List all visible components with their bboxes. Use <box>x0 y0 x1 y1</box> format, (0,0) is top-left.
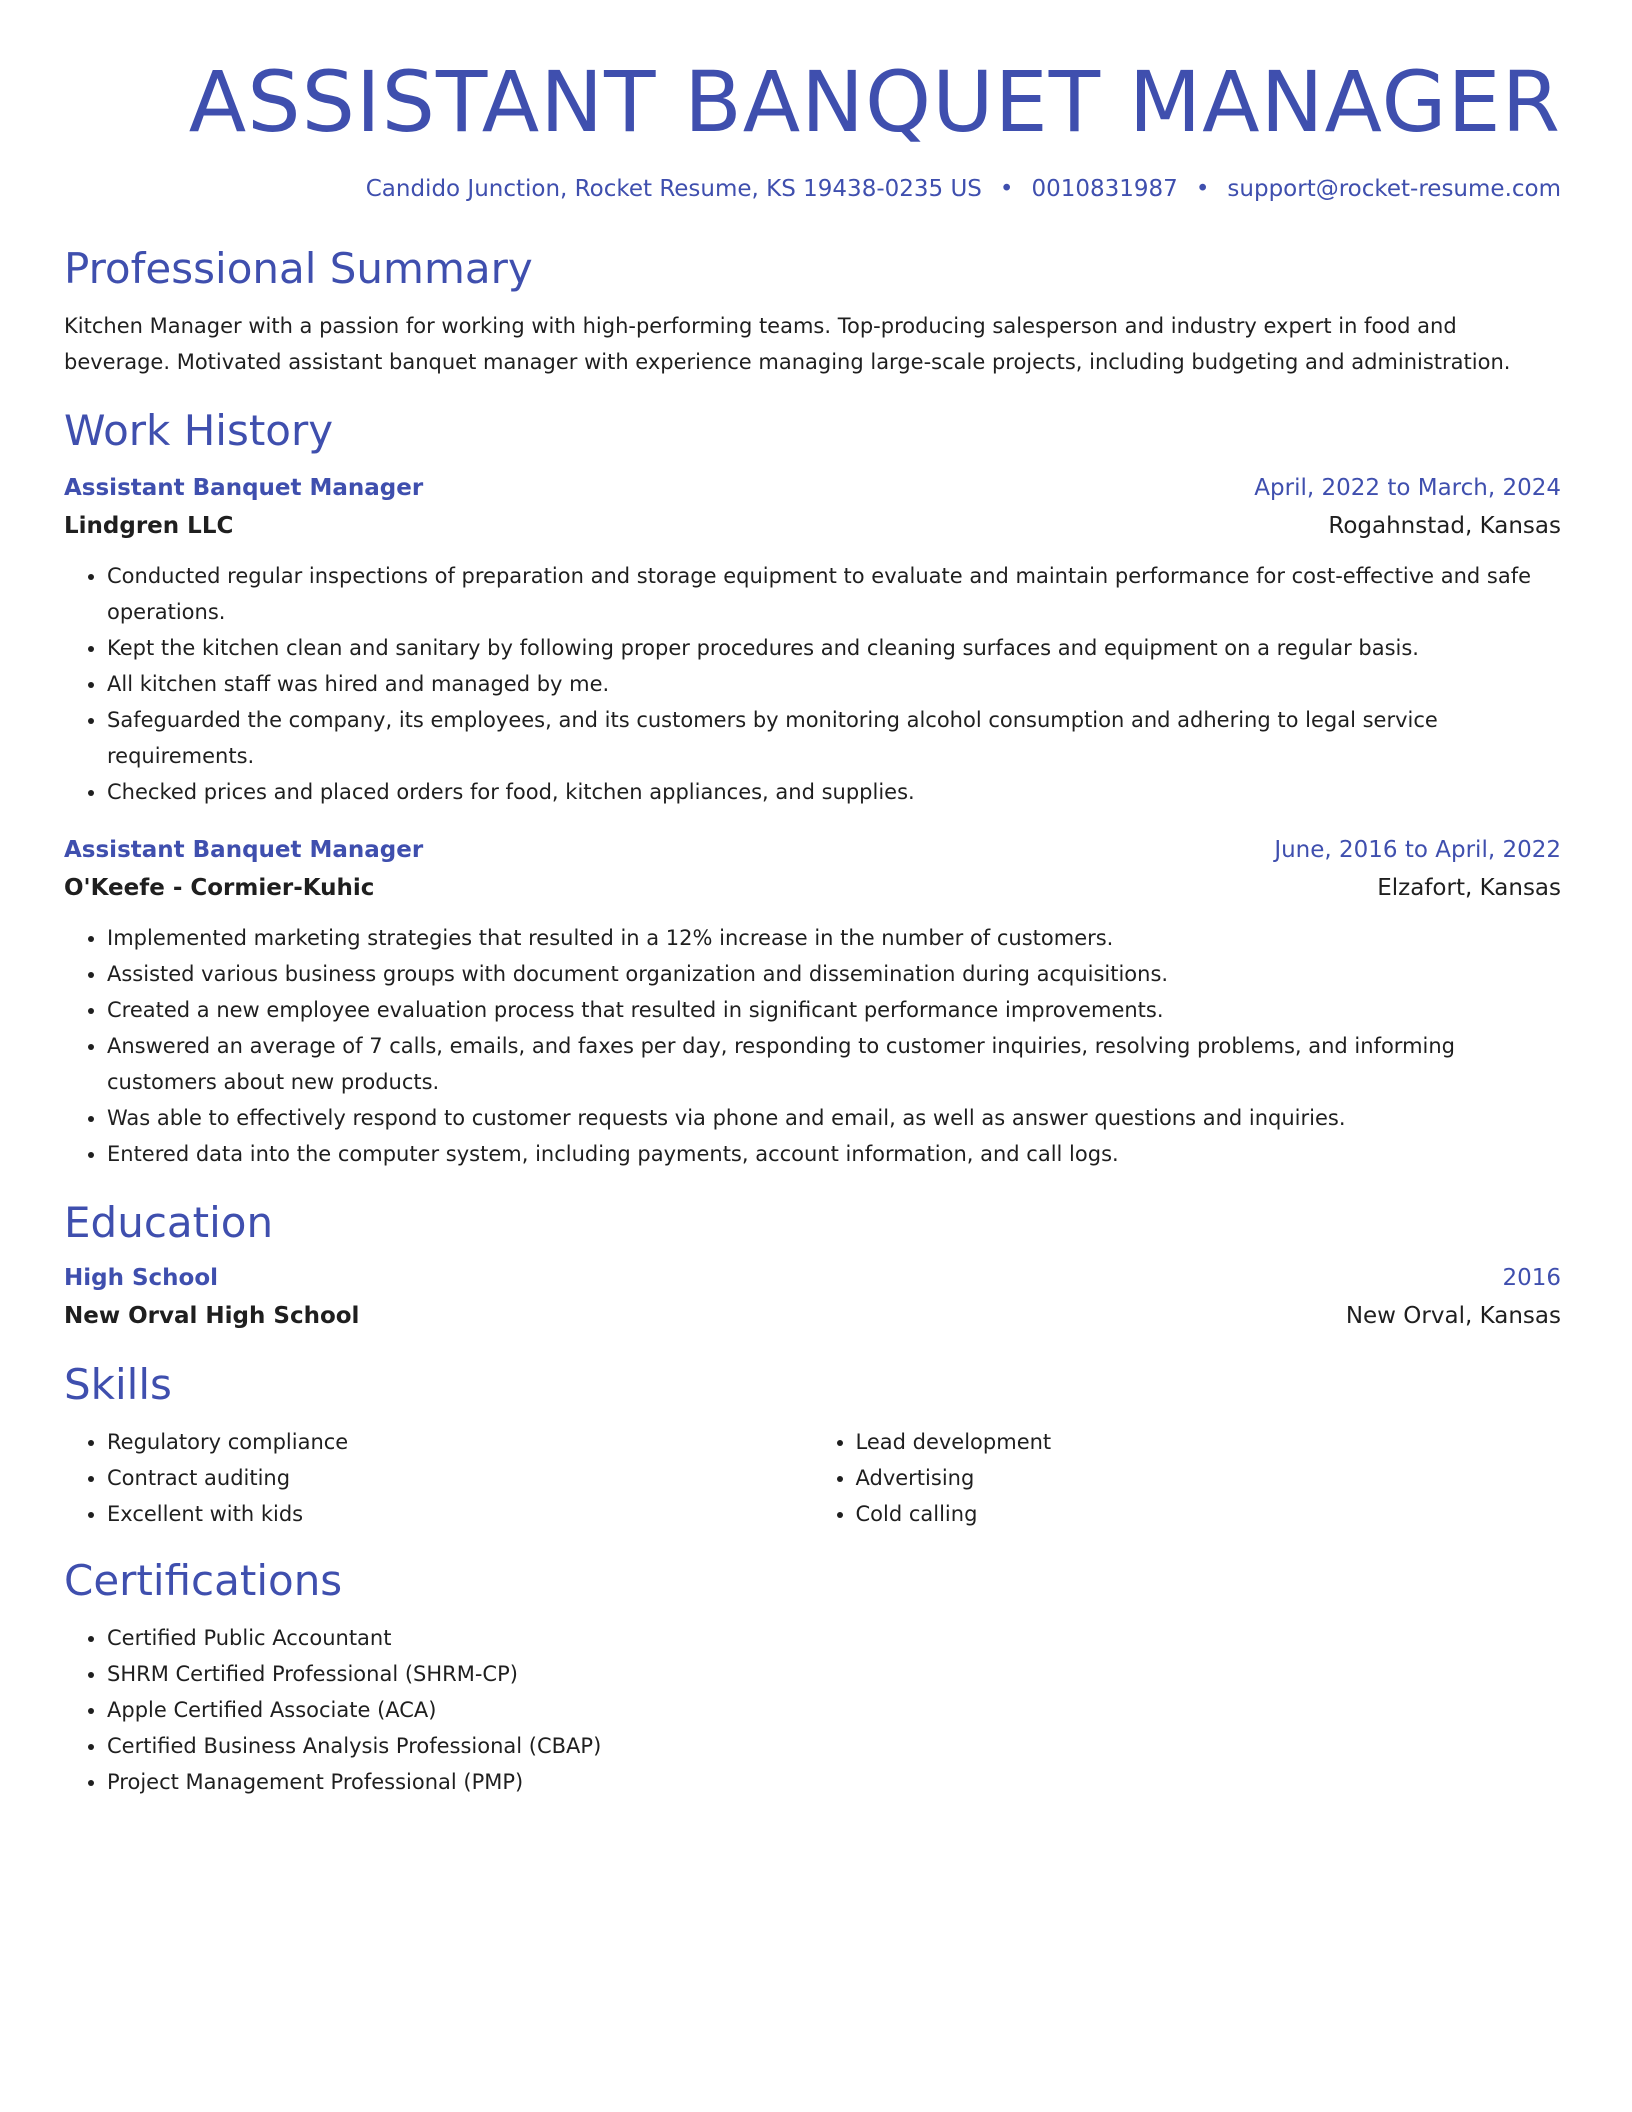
summary-heading: Professional Summary <box>64 244 533 293</box>
job-bullet: • Entered data into the computer system, including payments, account information, and call logs. <box>107 1136 1561 1172</box>
skill-item: • Advertising <box>856 1460 1562 1496</box>
job-bullets <box>64 920 1561 1172</box>
job-bullet: • Checked prices and placed orders for food, kitchen appliances, and supplies. <box>107 774 1561 810</box>
job-company: O'Keefe - Cormier-Kuhic <box>64 875 375 901</box>
job-bullet: • Kept the kitchen clean and sanitary by following proper procedures and cleaning surfaces and equipment on a regular basis. <box>107 630 1561 666</box>
skills-grid <box>64 1424 1561 1532</box>
job-dates: June, 2016 to April, 2022 <box>1274 837 1561 863</box>
certifications-heading: Certifications <box>64 1556 343 1605</box>
work-history-heading: Work History <box>64 406 334 455</box>
candidate-title: ASSISTANT BANQUET MANAGER <box>188 53 1561 151</box>
contact-email[interactable]: support@rocket-resume.com <box>1227 176 1561 202</box>
contact-address: Candido Junction, Rocket Resume, KS 19438-0235 US <box>365 176 982 202</box>
certifications-list <box>64 1620 1561 1800</box>
certification-item: • Certified Public Accountant <box>107 1620 1561 1656</box>
skills-list-right <box>813 1424 1562 1532</box>
certification-item: • Certified Business Analysis Professional (CBAP) <box>107 1728 1561 1764</box>
contact-separator: • <box>999 176 1014 202</box>
job-bullets <box>64 558 1561 810</box>
job-bullet: • All kitchen staff was hired and managed by me. <box>107 666 1561 702</box>
certification-item: • Apple Certified Associate (ACA) <box>107 1692 1561 1728</box>
resume-page <box>64 52 1561 1800</box>
job-bullet: • Conducted regular inspections of preparation and storage equipment to evaluate and maintain performance for cost-effective and safe operations. <box>107 558 1561 630</box>
job-bullet: • Assisted various business groups with document organization and dissemination during acquisitions. <box>107 956 1561 992</box>
certification-item: • SHRM Certified Professional (SHRM-CP) <box>107 1656 1561 1692</box>
job-role: Assistant Banquet Manager <box>64 837 424 863</box>
education-entry <box>64 1260 1561 1336</box>
job-entry <box>64 832 1561 1172</box>
job-dates: April, 2022 to March, 2024 <box>1254 475 1561 501</box>
education-degree: High School <box>64 1265 219 1291</box>
job-role: Assistant Banquet Manager <box>64 475 424 501</box>
contact-phone: 0010831987 <box>1031 176 1178 202</box>
job-company: Lindgren LLC <box>64 513 234 539</box>
job-location: Rogahnstad, Kansas <box>1328 513 1561 539</box>
skill-item: • Contract auditing <box>107 1460 813 1496</box>
job-bullet: • Created a new employee evaluation process that resulted in significant performance improvements. <box>107 992 1561 1028</box>
education-heading: Education <box>64 1198 274 1247</box>
education-school: New Orval High School <box>64 1303 360 1329</box>
skill-item: • Regulatory compliance <box>107 1424 813 1460</box>
skills-list-left <box>64 1424 813 1532</box>
education-location: New Orval, Kansas <box>1345 1303 1561 1329</box>
summary-text: Kitchen Manager with a passion for working with high-performing teams. Top-producing salesperson and industry expert in food and beverage. Motivated assistant banquet manager with experience managing large-scale projects, including budgeting and administration. <box>64 314 1511 374</box>
job-bullet: • Answered an average of 7 calls, emails, and faxes per day, responding to customer inquiries, resolving problems, and informing customers about new products. <box>107 1028 1561 1100</box>
job-bullet: • Implemented marketing strategies that resulted in a 12% increase in the number of customers. <box>107 920 1561 956</box>
certification-item: • Project Management Professional (PMP) <box>107 1764 1561 1800</box>
job-entry <box>64 470 1561 810</box>
contact-line <box>64 174 1561 204</box>
skill-item: • Cold calling <box>856 1496 1562 1532</box>
contact-separator: • <box>1195 176 1210 202</box>
job-bullet: • Was able to effectively respond to customer requests via phone and email, as well as answer questions and inquiries. <box>107 1100 1561 1136</box>
skill-item: • Lead development <box>856 1424 1562 1460</box>
education-year: 2016 <box>1502 1265 1561 1291</box>
job-bullet: • Safeguarded the company, its employees, and its customers by monitoring alcohol consumption and adhering to legal service requirements. <box>107 702 1561 774</box>
skill-item: • Excellent with kids <box>107 1496 813 1532</box>
skills-heading: Skills <box>64 1360 172 1409</box>
job-location: Elzafort, Kansas <box>1377 875 1561 901</box>
